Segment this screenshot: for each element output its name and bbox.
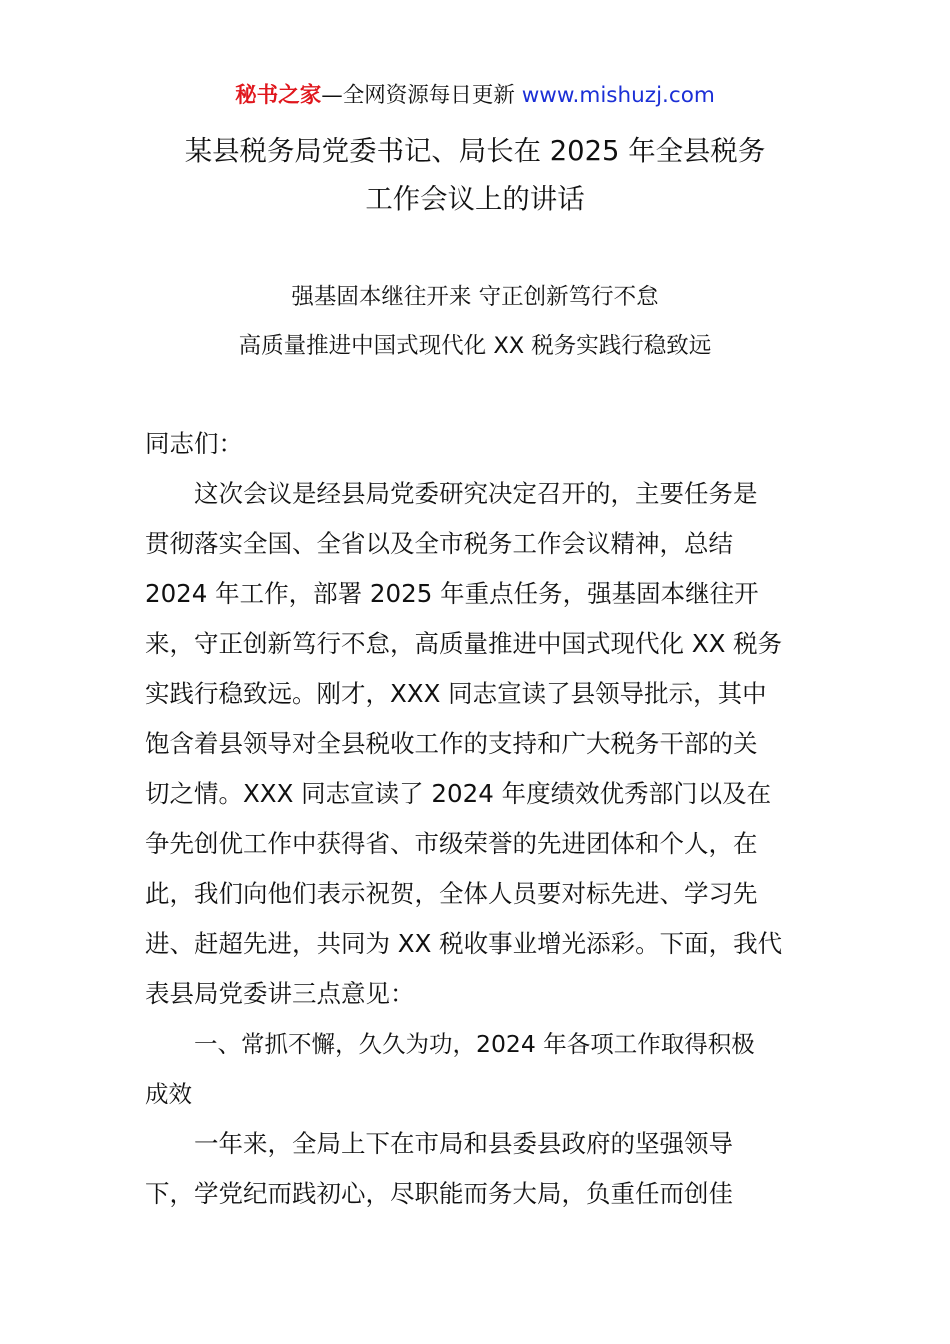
paragraph-1-line: 这次会议是经县局党委研究决定召开的，主要任务是 — [194, 479, 758, 508]
site-header — [0, 80, 950, 112]
section-heading-line: 成效 — [145, 1080, 192, 1108]
paragraph-1-line: 贯彻落实全国、全省以及全市税务工作会议精神，总结 — [145, 529, 733, 558]
paragraph-1-line: 实践行稳致远。刚才，XXX 同志宣读了县领导批示，其中 — [145, 679, 767, 708]
paragraph-1-line: 表县局党委讲三点意见： — [145, 979, 415, 1008]
paragraph-1-line: 切之情。XXX 同志宣读了 2024 年度绩效优秀部门以及在 — [145, 779, 772, 808]
paragraph-1-line: 此，我们向他们表示祝贺，全体人员要对标先进、学习先 — [145, 879, 758, 908]
document-title-line-2: 工作会议上的讲话 — [365, 184, 585, 215]
document-title-line-1: 某县税务局党委书记、局长在 2025 年全县税务 — [184, 136, 766, 167]
paragraph-1-line: 来，守正创新笃行不怠，高质量推进中国式现代化 XX 税务 — [145, 629, 783, 658]
paragraph-1-line: 进、赶超先进，共同为 XX 税收事业增光添彩。下面，我代 — [145, 929, 783, 958]
brand-name: 秘书之家 — [235, 83, 322, 108]
paragraph-1-line: 饱含着县领导对全县税收工作的支持和广大税务干部的关 — [145, 729, 758, 758]
paragraph-2-line: 一年来，全局上下在市局和县委县政府的坚强领导 — [194, 1129, 733, 1158]
header-tagline: —全网资源每日更新 — [321, 83, 515, 108]
paragraph-1-line: 争先创优工作中获得省、市级荣誉的先进团体和个人，在 — [145, 829, 758, 858]
subtitle-line-2: 高质量推进中国式现代化 XX 税务实践行稳致远 — [238, 333, 712, 359]
subtitle-line-1: 强基固本继往开来 守正创新笃行不怠 — [291, 284, 659, 310]
site-url-link[interactable]: www.mishuzj.com — [521, 83, 715, 108]
salutation: 同志们： — [145, 429, 243, 458]
paragraph-1-line: 2024 年工作，部署 2025 年重点任务，强基固本继往开 — [145, 579, 759, 608]
paragraph-2-line: 下，学党纪而践初心，尽职能而务大局，负重任而创佳 — [145, 1179, 733, 1208]
section-heading-line: 一、常抓不懈，久久为功，2024 年各项工作取得积极 — [194, 1030, 755, 1058]
